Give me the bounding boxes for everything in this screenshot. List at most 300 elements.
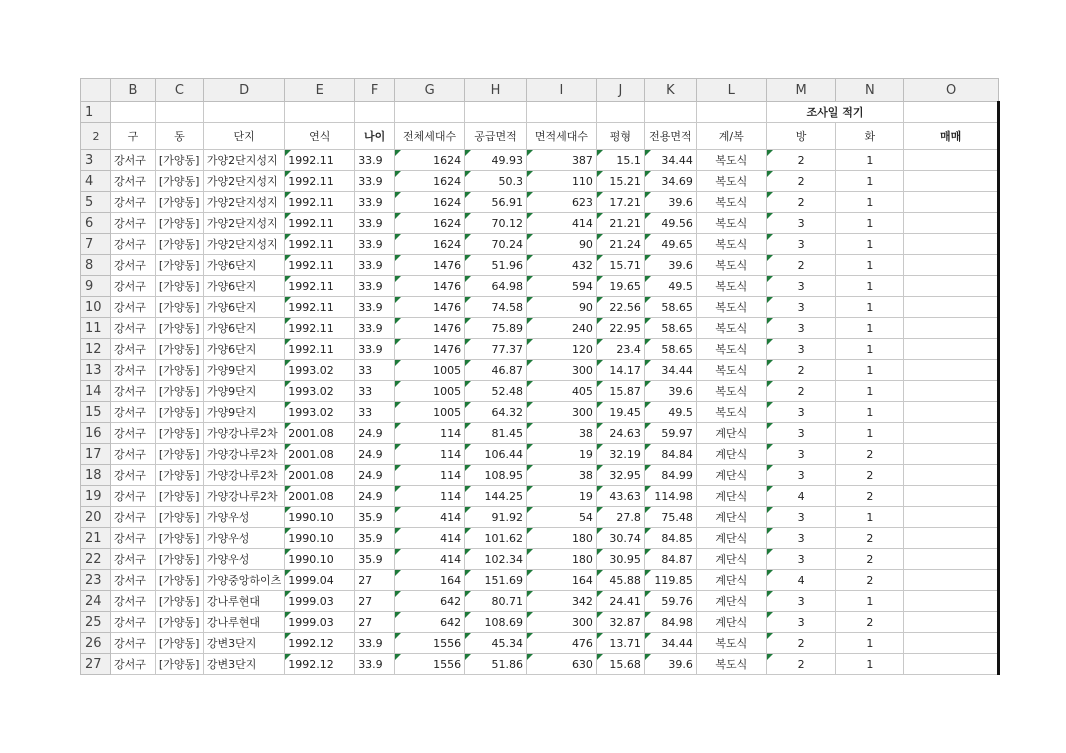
data-cell[interactable]: 1 (836, 318, 904, 339)
data-cell[interactable]: 1 (836, 339, 904, 360)
data-cell[interactable]: 2 (836, 549, 904, 570)
header-cell[interactable]: 구 (110, 123, 155, 150)
data-cell[interactable]: 33.9 (355, 150, 395, 171)
data-cell[interactable]: 114 (395, 465, 465, 486)
data-cell[interactable]: 강서구 (110, 360, 155, 381)
data-cell[interactable]: 강나루현대 (203, 612, 284, 633)
data-cell[interactable]: 39.6 (644, 654, 696, 675)
header-cell[interactable]: 동 (155, 123, 203, 150)
data-cell[interactable]: [가양동] (155, 444, 203, 465)
spreadsheet-grid[interactable] (80, 78, 1000, 683)
data-cell[interactable]: 1476 (395, 339, 465, 360)
header-cell[interactable]: 전체세대수 (395, 123, 465, 150)
data-cell[interactable]: 32.19 (596, 444, 644, 465)
data-cell[interactable]: 가양2단지성지 (203, 150, 284, 171)
data-cell[interactable]: 강서구 (110, 612, 155, 633)
data-cell[interactable]: 복도식 (696, 339, 766, 360)
data-cell[interactable]: [가양동] (155, 591, 203, 612)
data-cell[interactable]: 49.93 (465, 150, 527, 171)
data-cell[interactable]: 46.87 (465, 360, 527, 381)
data-cell[interactable]: 39.6 (644, 192, 696, 213)
column-header-d[interactable]: D (203, 79, 284, 102)
data-cell[interactable]: 432 (527, 255, 597, 276)
data-cell[interactable]: 1992.12 (285, 633, 355, 654)
data-cell[interactable]: 2 (766, 360, 836, 381)
data-cell[interactable]: 2 (836, 528, 904, 549)
row-number[interactable]: 5 (81, 192, 111, 213)
data-cell[interactable]: 91.92 (465, 507, 527, 528)
column-header-j[interactable]: J (596, 79, 644, 102)
data-cell[interactable]: 387 (527, 150, 597, 171)
data-cell[interactable]: 84.84 (644, 444, 696, 465)
row-number[interactable]: 20 (81, 507, 111, 528)
data-cell[interactable]: 1 (836, 276, 904, 297)
sale-price-cell[interactable] (904, 150, 999, 171)
data-cell[interactable]: 84.85 (644, 528, 696, 549)
data-cell[interactable]: 630 (527, 654, 597, 675)
data-cell[interactable]: [가양동] (155, 192, 203, 213)
data-cell[interactable]: 476 (527, 633, 597, 654)
data-cell[interactable]: 2 (836, 444, 904, 465)
data-cell[interactable]: 복도식 (696, 276, 766, 297)
data-cell[interactable]: 102.34 (465, 549, 527, 570)
data-cell[interactable]: 가양강나루2차 (203, 444, 284, 465)
data-cell[interactable]: 2001.08 (285, 444, 355, 465)
data-cell[interactable]: 1624 (395, 171, 465, 192)
data-cell[interactable]: 59.97 (644, 423, 696, 444)
data-cell[interactable]: [가양동] (155, 171, 203, 192)
data-cell[interactable]: 계단식 (696, 528, 766, 549)
data-cell[interactable]: 복도식 (696, 150, 766, 171)
column-header-k[interactable]: K (644, 79, 696, 102)
data-cell[interactable]: 180 (527, 549, 597, 570)
sale-price-cell[interactable] (904, 192, 999, 213)
row-number[interactable]: 9 (81, 276, 111, 297)
data-cell[interactable]: 52.48 (465, 381, 527, 402)
data-cell[interactable]: 80.71 (465, 591, 527, 612)
data-cell[interactable]: 가양중앙하이츠 (203, 570, 284, 591)
data-cell[interactable]: 계단식 (696, 612, 766, 633)
data-cell[interactable]: 114 (395, 486, 465, 507)
data-cell[interactable]: 4 (766, 486, 836, 507)
row-number[interactable]: 8 (81, 255, 111, 276)
data-cell[interactable]: 1624 (395, 234, 465, 255)
data-cell[interactable]: 복도식 (696, 255, 766, 276)
data-cell[interactable]: 39.6 (644, 255, 696, 276)
data-cell[interactable]: 101.62 (465, 528, 527, 549)
data-cell[interactable]: 59.76 (644, 591, 696, 612)
data-cell[interactable]: 84.98 (644, 612, 696, 633)
data-cell[interactable]: 32.87 (596, 612, 644, 633)
data-cell[interactable]: 114.98 (644, 486, 696, 507)
data-cell[interactable]: 75.48 (644, 507, 696, 528)
data-cell[interactable]: 34.44 (644, 633, 696, 654)
data-cell[interactable]: 1999.03 (285, 612, 355, 633)
data-cell[interactable]: 35.9 (355, 528, 395, 549)
data-cell[interactable]: [가양동] (155, 297, 203, 318)
sale-price-cell[interactable] (904, 591, 999, 612)
data-cell[interactable]: 34.44 (644, 360, 696, 381)
data-cell[interactable]: [가양동] (155, 360, 203, 381)
data-cell[interactable]: 33.9 (355, 654, 395, 675)
data-cell[interactable]: 90 (527, 297, 597, 318)
cell[interactable] (155, 102, 203, 123)
header-cell[interactable]: 화 (836, 123, 904, 150)
row-number[interactable]: 1 (81, 102, 111, 123)
column-header-e[interactable]: E (285, 79, 355, 102)
data-cell[interactable]: [가양동] (155, 465, 203, 486)
data-cell[interactable]: 가양9단지 (203, 402, 284, 423)
sale-price-cell[interactable] (904, 423, 999, 444)
data-cell[interactable]: 1 (836, 150, 904, 171)
data-cell[interactable]: 2 (836, 465, 904, 486)
sale-price-cell[interactable] (904, 507, 999, 528)
data-cell[interactable]: 27.8 (596, 507, 644, 528)
data-cell[interactable]: 강서구 (110, 465, 155, 486)
data-cell[interactable]: 405 (527, 381, 597, 402)
data-cell[interactable]: 1992.11 (285, 213, 355, 234)
data-cell[interactable]: 강서구 (110, 381, 155, 402)
data-cell[interactable]: 1993.02 (285, 381, 355, 402)
sale-price-cell[interactable] (904, 528, 999, 549)
data-cell[interactable]: 가양우성 (203, 528, 284, 549)
row-number[interactable]: 15 (81, 402, 111, 423)
data-cell[interactable]: 64.98 (465, 276, 527, 297)
data-cell[interactable]: 108.69 (465, 612, 527, 633)
data-cell[interactable]: 17.21 (596, 192, 644, 213)
data-cell[interactable]: 1 (836, 255, 904, 276)
data-cell[interactable]: 1 (836, 423, 904, 444)
row-number[interactable]: 2 (81, 123, 111, 150)
row-number[interactable]: 12 (81, 339, 111, 360)
data-cell[interactable]: 강서구 (110, 339, 155, 360)
sale-price-cell[interactable] (904, 402, 999, 423)
data-cell[interactable]: 3 (766, 339, 836, 360)
data-cell[interactable]: 1992.12 (285, 654, 355, 675)
data-cell[interactable]: 1624 (395, 150, 465, 171)
data-cell[interactable]: 414 (395, 507, 465, 528)
cell[interactable] (395, 102, 465, 123)
data-cell[interactable]: 1992.11 (285, 150, 355, 171)
data-cell[interactable]: 1990.10 (285, 507, 355, 528)
data-cell[interactable]: 22.95 (596, 318, 644, 339)
data-cell[interactable]: [가양동] (155, 402, 203, 423)
data-cell[interactable]: 강서구 (110, 528, 155, 549)
data-cell[interactable]: 1992.11 (285, 339, 355, 360)
data-cell[interactable]: 강서구 (110, 654, 155, 675)
sale-price-cell[interactable] (904, 444, 999, 465)
header-cell[interactable]: 연식 (285, 123, 355, 150)
data-cell[interactable]: 45.88 (596, 570, 644, 591)
cell[interactable] (355, 102, 395, 123)
data-cell[interactable]: 19.45 (596, 402, 644, 423)
data-cell[interactable]: [가양동] (155, 318, 203, 339)
data-cell[interactable]: 계단식 (696, 423, 766, 444)
data-cell[interactable]: 114 (395, 444, 465, 465)
data-cell[interactable]: [가양동] (155, 507, 203, 528)
data-cell[interactable]: 30.74 (596, 528, 644, 549)
data-cell[interactable]: 1992.11 (285, 297, 355, 318)
sale-price-cell[interactable] (904, 549, 999, 570)
column-header-l[interactable]: L (696, 79, 766, 102)
row-number[interactable]: 10 (81, 297, 111, 318)
data-cell[interactable]: 1624 (395, 192, 465, 213)
data-cell[interactable]: 1 (836, 654, 904, 675)
data-cell[interactable]: 1993.02 (285, 360, 355, 381)
sale-price-cell[interactable] (904, 213, 999, 234)
data-cell[interactable]: 49.65 (644, 234, 696, 255)
header-cell[interactable]: 단지 (203, 123, 284, 150)
data-cell[interactable]: 1556 (395, 633, 465, 654)
data-cell[interactable]: 33 (355, 381, 395, 402)
data-cell[interactable]: 강서구 (110, 633, 155, 654)
data-cell[interactable]: 강서구 (110, 318, 155, 339)
row-number[interactable]: 17 (81, 444, 111, 465)
data-cell[interactable]: 45.34 (465, 633, 527, 654)
data-cell[interactable]: 복도식 (696, 234, 766, 255)
data-cell[interactable]: 1992.11 (285, 255, 355, 276)
data-cell[interactable]: 43.63 (596, 486, 644, 507)
data-cell[interactable]: 642 (395, 591, 465, 612)
data-cell[interactable]: 144.25 (465, 486, 527, 507)
data-cell[interactable]: 15.71 (596, 255, 644, 276)
data-cell[interactable]: 24.9 (355, 444, 395, 465)
data-cell[interactable]: 27 (355, 591, 395, 612)
data-cell[interactable]: 복도식 (696, 633, 766, 654)
data-cell[interactable]: 1 (836, 171, 904, 192)
data-cell[interactable]: 642 (395, 612, 465, 633)
data-cell[interactable]: 180 (527, 528, 597, 549)
data-cell[interactable]: 2 (766, 255, 836, 276)
data-cell[interactable]: 49.5 (644, 402, 696, 423)
column-header-n[interactable]: N (836, 79, 904, 102)
data-cell[interactable]: 1476 (395, 318, 465, 339)
header-cell[interactable]: 공급면적 (465, 123, 527, 150)
data-cell[interactable]: 21.21 (596, 213, 644, 234)
data-cell[interactable]: 33.9 (355, 213, 395, 234)
data-cell[interactable]: 1 (836, 213, 904, 234)
data-cell[interactable]: [가양동] (155, 234, 203, 255)
data-cell[interactable]: 1992.11 (285, 276, 355, 297)
data-cell[interactable]: 복도식 (696, 360, 766, 381)
header-cell[interactable]: 나이 (355, 123, 395, 150)
data-cell[interactable]: 33.9 (355, 255, 395, 276)
column-header-i[interactable]: I (527, 79, 597, 102)
data-cell[interactable]: 가양2단지성지 (203, 213, 284, 234)
data-cell[interactable]: 강서구 (110, 171, 155, 192)
column-header-h[interactable]: H (465, 79, 527, 102)
data-cell[interactable]: 90 (527, 234, 597, 255)
data-cell[interactable]: [가양동] (155, 423, 203, 444)
data-cell[interactable]: 3 (766, 549, 836, 570)
data-cell[interactable]: 3 (766, 612, 836, 633)
data-cell[interactable]: [가양동] (155, 276, 203, 297)
data-cell[interactable]: 강서구 (110, 549, 155, 570)
data-cell[interactable]: 가양6단지 (203, 276, 284, 297)
data-cell[interactable]: 1992.11 (285, 234, 355, 255)
column-header-c[interactable]: C (155, 79, 203, 102)
data-cell[interactable]: 가양강나루2차 (203, 486, 284, 507)
data-cell[interactable]: 414 (395, 528, 465, 549)
data-cell[interactable]: 35.9 (355, 507, 395, 528)
data-cell[interactable]: 32.95 (596, 465, 644, 486)
data-cell[interactable]: 58.65 (644, 339, 696, 360)
data-cell[interactable]: 39.6 (644, 381, 696, 402)
data-cell[interactable]: 33.9 (355, 318, 395, 339)
header-cell[interactable]: 계/복 (696, 123, 766, 150)
data-cell[interactable]: 33 (355, 402, 395, 423)
data-cell[interactable]: 24.9 (355, 423, 395, 444)
data-cell[interactable]: 35.9 (355, 549, 395, 570)
data-cell[interactable]: 강서구 (110, 234, 155, 255)
data-cell[interactable]: 15.68 (596, 654, 644, 675)
data-cell[interactable]: [가양동] (155, 339, 203, 360)
data-cell[interactable]: 33 (355, 360, 395, 381)
data-cell[interactable]: 19.65 (596, 276, 644, 297)
data-cell[interactable]: 강나루현대 (203, 591, 284, 612)
data-cell[interactable]: 복도식 (696, 654, 766, 675)
data-cell[interactable]: [가양동] (155, 654, 203, 675)
data-cell[interactable]: 24.9 (355, 465, 395, 486)
select-all-corner[interactable] (81, 79, 111, 102)
data-cell[interactable]: 2 (766, 192, 836, 213)
data-cell[interactable]: 23.4 (596, 339, 644, 360)
data-cell[interactable]: [가양동] (155, 528, 203, 549)
data-cell[interactable]: 1 (836, 633, 904, 654)
data-cell[interactable]: 1556 (395, 654, 465, 675)
data-cell[interactable]: 34.69 (644, 171, 696, 192)
column-header-o[interactable]: O (904, 79, 999, 102)
data-cell[interactable]: 151.69 (465, 570, 527, 591)
row-number[interactable]: 13 (81, 360, 111, 381)
row-number[interactable]: 18 (81, 465, 111, 486)
data-cell[interactable]: 58.65 (644, 318, 696, 339)
data-cell[interactable]: 2001.08 (285, 465, 355, 486)
data-cell[interactable]: 3 (766, 318, 836, 339)
data-cell[interactable]: 38 (527, 465, 597, 486)
data-cell[interactable]: 가양우성 (203, 507, 284, 528)
data-cell[interactable]: [가양동] (155, 255, 203, 276)
data-cell[interactable]: 가양6단지 (203, 318, 284, 339)
data-cell[interactable]: 강서구 (110, 402, 155, 423)
cell[interactable] (696, 102, 766, 123)
data-cell[interactable]: 84.99 (644, 465, 696, 486)
data-cell[interactable]: 1999.03 (285, 591, 355, 612)
data-cell[interactable]: 15.1 (596, 150, 644, 171)
sale-price-cell[interactable] (904, 381, 999, 402)
data-cell[interactable]: 119.85 (644, 570, 696, 591)
data-cell[interactable]: 33.9 (355, 633, 395, 654)
data-cell[interactable]: 2 (766, 150, 836, 171)
row-number[interactable]: 25 (81, 612, 111, 633)
data-cell[interactable]: 300 (527, 360, 597, 381)
data-cell[interactable]: 2 (836, 612, 904, 633)
data-cell[interactable]: 27 (355, 612, 395, 633)
data-cell[interactable]: 계단식 (696, 570, 766, 591)
data-cell[interactable]: 84.87 (644, 549, 696, 570)
data-cell[interactable]: 2001.08 (285, 486, 355, 507)
data-cell[interactable]: [가양동] (155, 633, 203, 654)
sale-price-cell[interactable] (904, 360, 999, 381)
row-number[interactable]: 27 (81, 654, 111, 675)
column-header-m[interactable]: M (766, 79, 836, 102)
data-cell[interactable]: 1 (836, 381, 904, 402)
data-cell[interactable]: 51.86 (465, 654, 527, 675)
data-cell[interactable]: 33.9 (355, 234, 395, 255)
data-cell[interactable]: 1992.11 (285, 192, 355, 213)
sale-price-cell[interactable] (904, 234, 999, 255)
data-cell[interactable]: 3 (766, 528, 836, 549)
data-cell[interactable]: 3 (766, 213, 836, 234)
sale-price-cell[interactable] (904, 318, 999, 339)
data-cell[interactable]: 가양2단지성지 (203, 192, 284, 213)
data-cell[interactable]: 1005 (395, 381, 465, 402)
data-cell[interactable]: [가양동] (155, 549, 203, 570)
column-header-f[interactable]: F (355, 79, 395, 102)
data-cell[interactable]: 22.56 (596, 297, 644, 318)
data-cell[interactable]: [가양동] (155, 570, 203, 591)
sale-price-cell[interactable] (904, 297, 999, 318)
header-cell[interactable]: 방 (766, 123, 836, 150)
data-cell[interactable]: [가양동] (155, 150, 203, 171)
data-cell[interactable]: 74.58 (465, 297, 527, 318)
data-cell[interactable]: 75.89 (465, 318, 527, 339)
sale-price-cell[interactable] (904, 276, 999, 297)
data-cell[interactable]: 38 (527, 423, 597, 444)
row-number[interactable]: 22 (81, 549, 111, 570)
row-number[interactable]: 11 (81, 318, 111, 339)
data-cell[interactable]: 27 (355, 570, 395, 591)
row-number[interactable]: 7 (81, 234, 111, 255)
data-cell[interactable]: 1 (836, 297, 904, 318)
data-cell[interactable]: 가양9단지 (203, 381, 284, 402)
data-cell[interactable]: 강서구 (110, 276, 155, 297)
data-cell[interactable]: 240 (527, 318, 597, 339)
data-cell[interactable]: 106.44 (465, 444, 527, 465)
data-cell[interactable]: 164 (527, 570, 597, 591)
sale-price-cell[interactable] (904, 633, 999, 654)
data-cell[interactable]: 1005 (395, 402, 465, 423)
data-cell[interactable]: 가양강나루2차 (203, 465, 284, 486)
data-cell[interactable]: 300 (527, 402, 597, 423)
data-cell[interactable]: 강서구 (110, 507, 155, 528)
data-cell[interactable]: 34.44 (644, 150, 696, 171)
data-cell[interactable]: 414 (395, 549, 465, 570)
data-cell[interactable]: 54 (527, 507, 597, 528)
cell[interactable] (904, 102, 999, 123)
data-cell[interactable]: 56.91 (465, 192, 527, 213)
cell[interactable] (465, 102, 527, 123)
data-cell[interactable]: 가양6단지 (203, 297, 284, 318)
data-cell[interactable]: 복도식 (696, 402, 766, 423)
data-cell[interactable]: 2001.08 (285, 423, 355, 444)
cell[interactable] (644, 102, 696, 123)
data-cell[interactable]: 414 (527, 213, 597, 234)
data-cell[interactable]: 21.24 (596, 234, 644, 255)
data-cell[interactable]: 2 (766, 381, 836, 402)
data-cell[interactable]: 70.24 (465, 234, 527, 255)
data-cell[interactable]: 가양우성 (203, 549, 284, 570)
data-cell[interactable]: 복도식 (696, 213, 766, 234)
data-cell[interactable]: 가양6단지 (203, 255, 284, 276)
survey-date-title-cell[interactable]: 조사일 적기 (766, 102, 904, 123)
data-cell[interactable]: 2 (766, 633, 836, 654)
row-number[interactable]: 6 (81, 213, 111, 234)
sale-price-cell[interactable] (904, 171, 999, 192)
data-cell[interactable]: 3 (766, 276, 836, 297)
data-cell[interactable]: 강변3단지 (203, 633, 284, 654)
data-cell[interactable]: 가양6단지 (203, 339, 284, 360)
